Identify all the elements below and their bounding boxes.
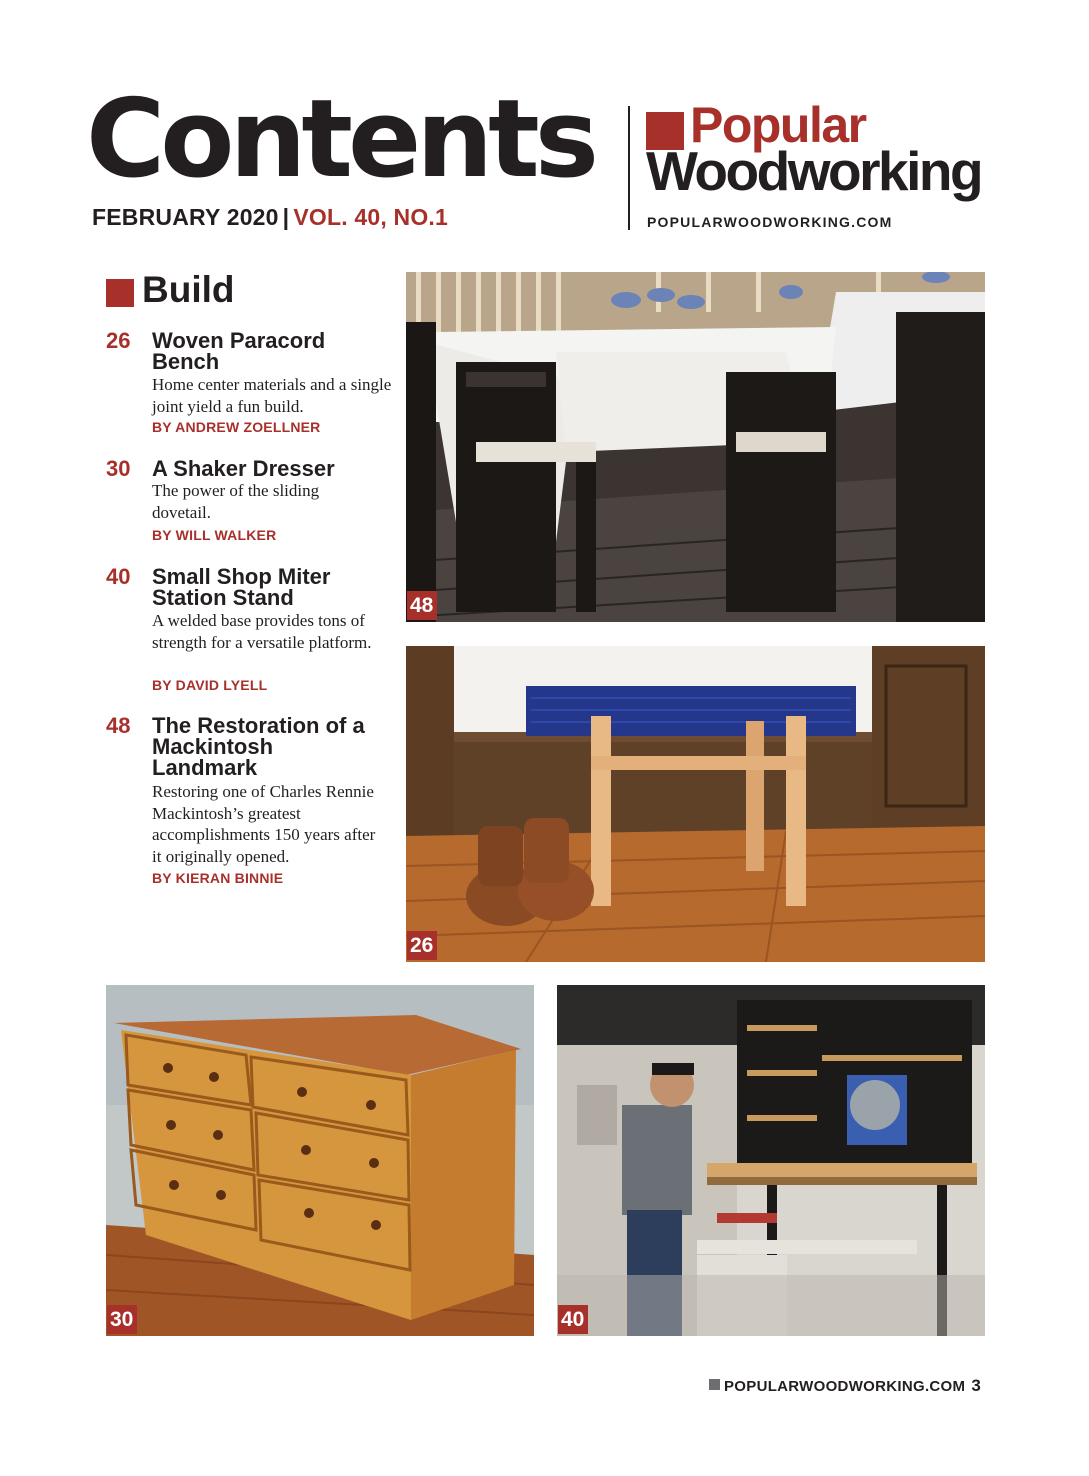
brand-logo: [646, 97, 996, 206]
header-divider: [628, 106, 630, 230]
photo-page-tag: 40: [558, 1305, 588, 1334]
issue-volume: VOL. 40, NO.1: [293, 204, 449, 230]
article-byline: BY DAVID LYELL: [152, 677, 268, 693]
brand-name-woodworking: Woodworking: [646, 140, 982, 202]
article-title: A Shaker Dresser: [152, 456, 335, 481]
page-title: Contents: [86, 77, 595, 202]
photo-paracord-bench[interactable]: [406, 646, 985, 962]
section-label: Build: [142, 269, 235, 310]
article-description: A welded base provides tons of strength for a versatile platform.: [152, 611, 372, 652]
page-footer: [709, 1376, 981, 1396]
photo-shaker-dresser[interactable]: [106, 985, 534, 1336]
section-square-mark: [106, 279, 134, 307]
brand-name-popular: Popular: [690, 97, 866, 153]
article-page-number: 30: [106, 456, 131, 481]
article-byline: BY KIERAN BINNIE: [152, 870, 284, 886]
article-description: The power of the sliding dovetail.: [152, 481, 320, 522]
article-title: Small Shop Miter Station Stand: [152, 564, 331, 610]
issue-line: [92, 204, 448, 231]
article-page-number: 48: [106, 713, 131, 738]
photo-mackintosh-chairs[interactable]: [406, 272, 985, 622]
issue-separator: |: [282, 204, 290, 230]
miter-station-scene-image: [557, 985, 985, 1336]
footer-page-number: 3: [971, 1376, 981, 1395]
bench-scene-image: [406, 646, 985, 962]
article-title: The Restoration of a Mackintosh Landmark: [152, 713, 365, 780]
photo-miter-station[interactable]: [557, 985, 985, 1336]
article-description: Home center materials and a single joint yield a fun build.: [152, 375, 392, 416]
article-page-number: 26: [106, 328, 131, 353]
article-title: Woven Paracord Bench: [152, 328, 326, 374]
dresser-scene-image: [106, 985, 534, 1336]
article-byline: BY ANDREW ZOELLNER: [152, 419, 321, 435]
tearoom-scene-image: [406, 272, 985, 622]
photo-page-tag: 30: [107, 1305, 137, 1334]
brand-url: POPULARWOODWORKING.COM: [647, 214, 893, 230]
article-description: Restoring one of Charles Rennie Mackintosh’s greatest accomplishments 150 years after it originally opened.: [152, 782, 376, 866]
footer-square-mark: [709, 1379, 720, 1390]
footer-url[interactable]: POPULARWOODWORKING.COM: [724, 1378, 966, 1395]
article-byline: BY WILL WALKER: [152, 527, 277, 543]
photo-page-tag: 48: [407, 591, 437, 620]
issue-date: FEBRUARY 2020: [92, 204, 279, 230]
photo-page-tag: 26: [407, 931, 437, 960]
article-page-number: 40: [106, 564, 131, 589]
